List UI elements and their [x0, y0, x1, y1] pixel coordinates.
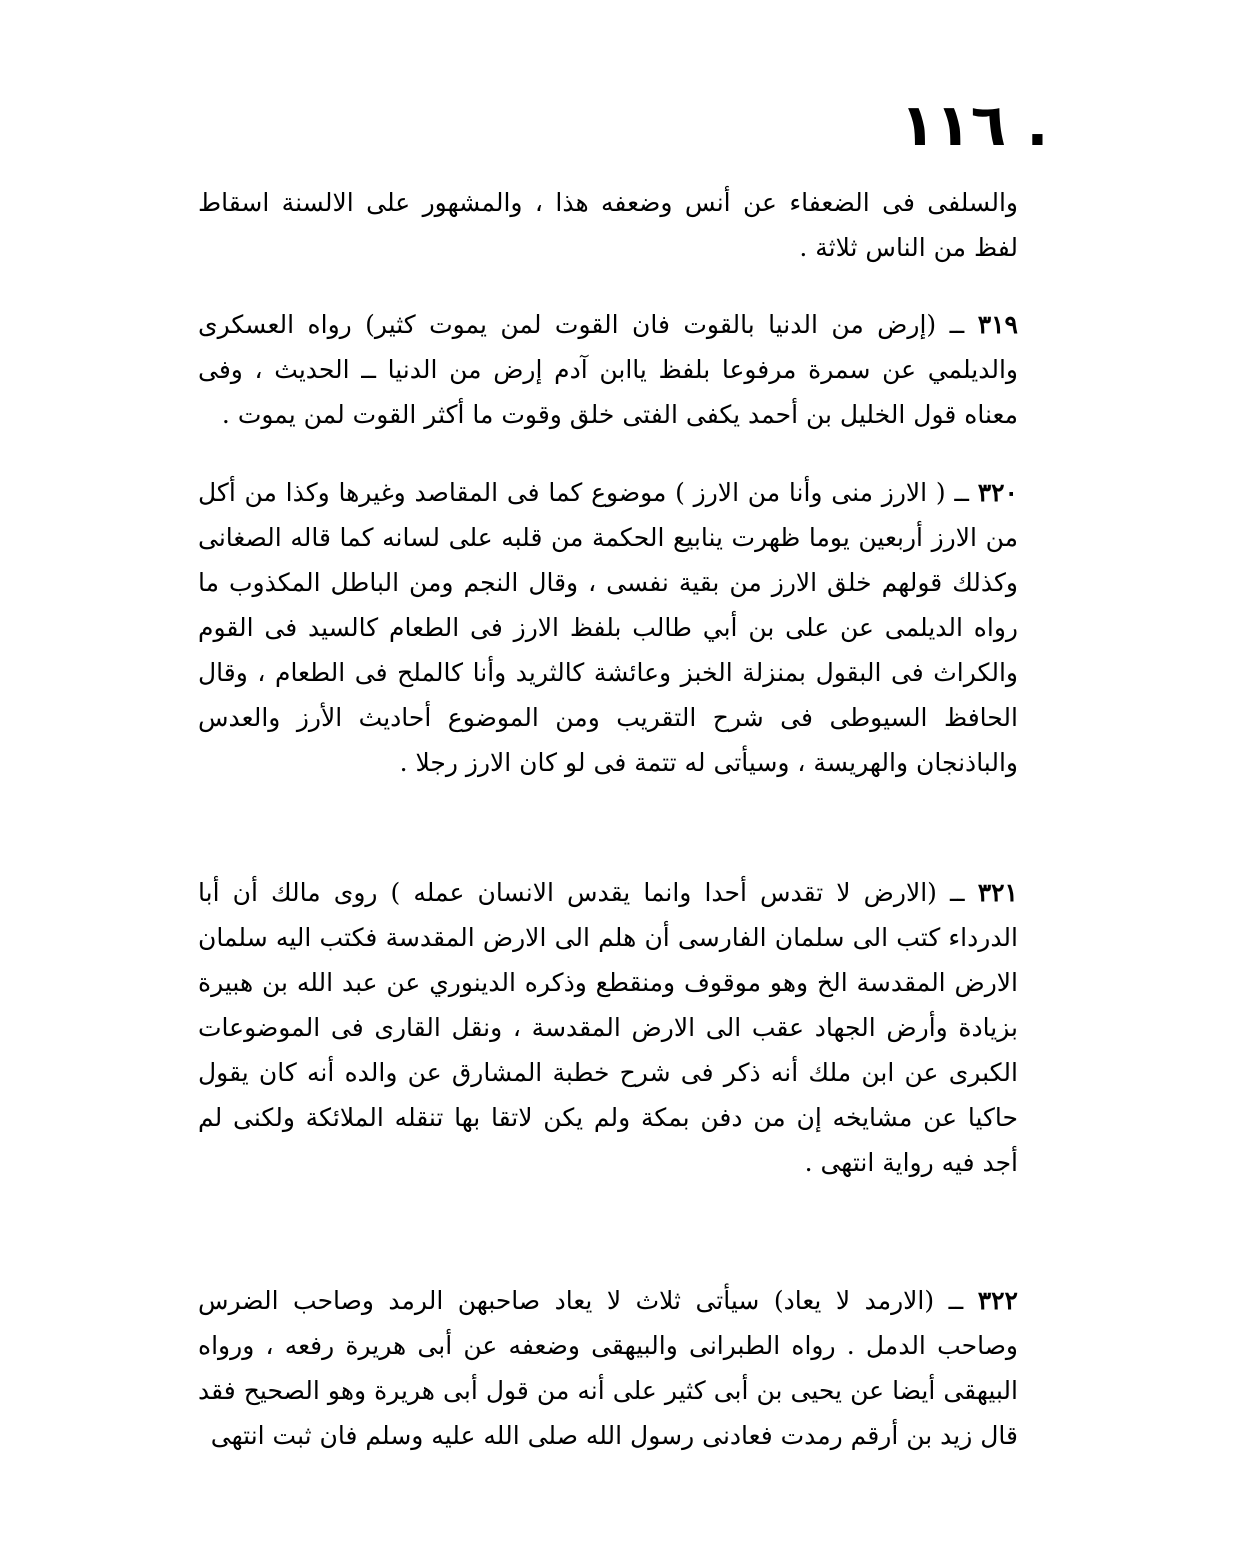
entry-number: ٣٢١ — [977, 878, 1018, 907]
entry-text: ــ ( الارز منى وأنا من الارز ) موضوع كما فى المقاصد وغيرها وكذا من أكل من الارز أربعين يوما ظهرت ينابيع الحكمة من قلبه على لسانه كما قاله الصغانى وكذلك قولهم خلق الارز من بقية نفسى ، وقال النجم ومن الباطل المكذوب ما رواه الديلمى عن على بن أبي طالب بلفظ الارز فى الطعام كالسيد فى القوم والكراث فى البقول بمنزلة الخبز وعائشة كالثريد وأنا كالملح فى الطعام ، وقال الحافظ السيوطى فى شرح التقريب ومن الموضوع أحاديث الأرز والعدس والباذنجان والهريسة ، وسيأتى له تتمة فى لو كان الارز رجلا . — [198, 478, 1018, 777]
entry-number: ٣٢٢ — [977, 1286, 1018, 1315]
entry-number: ٣١٩ — [977, 310, 1018, 339]
entry-text: ــ (إرض من الدنيا بالقوت فان القوت لمن يموت كثير) رواه العسكرى والديلمي عن سمرة مرفوعا بلفظ ياابن آدم إرض من الدنيا ــ الحديث ، وفى معناه قول الخليل بن أحمد يكفى الفتى خلق وقوت ما أكثر القوت لمن يموت . — [198, 310, 1018, 429]
paragraph-text: والسلفى فى الضعفاء عن أنس وضعفه هذا ، والمشهور على الالسنة اسقاط لفظ من الناس ثلاثة . — [198, 188, 1018, 262]
entry-text: ــ (الارمد لا يعاد) سيأتى ثلاث لا يعاد صاحبهن الرمد وصاحب الضرس وصاحب الدمل . رواه الطبرانى والبيهقى وضعفه عن أبى هريرة رفعه ، ورواه البيهقى أيضا عن يحيى بن أبى كثير على أنه من قول أبى هريرة وهو الصحيح فقد قال زيد بن أرقم رمدت فعادنى رسول الله صلى الله عليه وسلم فان ثبت انتهى — [198, 1286, 1018, 1450]
entry-321 — [198, 870, 1018, 1185]
page-number: ١١٦ . — [900, 91, 1049, 159]
entry-319 — [198, 302, 1018, 437]
entry-320 — [198, 470, 1018, 785]
entry-number: ٣٢٠ — [977, 478, 1018, 507]
entry-322 — [198, 1278, 1018, 1458]
paragraph-intro — [198, 180, 1018, 270]
entry-text: ــ (الارض لا تقدس أحدا وانما يقدس الانسان عمله ) روى مالك أن أبا الدرداء كتب الى سلمان الفارسى أن هلم الى الارض المقدسة فكتب اليه سلمان الارض المقدسة الخ وهو موقوف ومنقطع وذكره الدينوري عن عبد الله بن هبيرة بزيادة وأرض الجهاد عقب الى الارض المقدسة ، ونقل القارى فى الموضوعات الكبرى عن ابن ملك أنه ذكر فى شرح خطبة المشارق عن والده أنه كان يقول حاكيا عن مشايخه إن من دفن بمكة ولم يكن لاتقا بها تنقله الملائكة ولكنى لم أجد فيه رواية انتهى . — [198, 878, 1018, 1177]
